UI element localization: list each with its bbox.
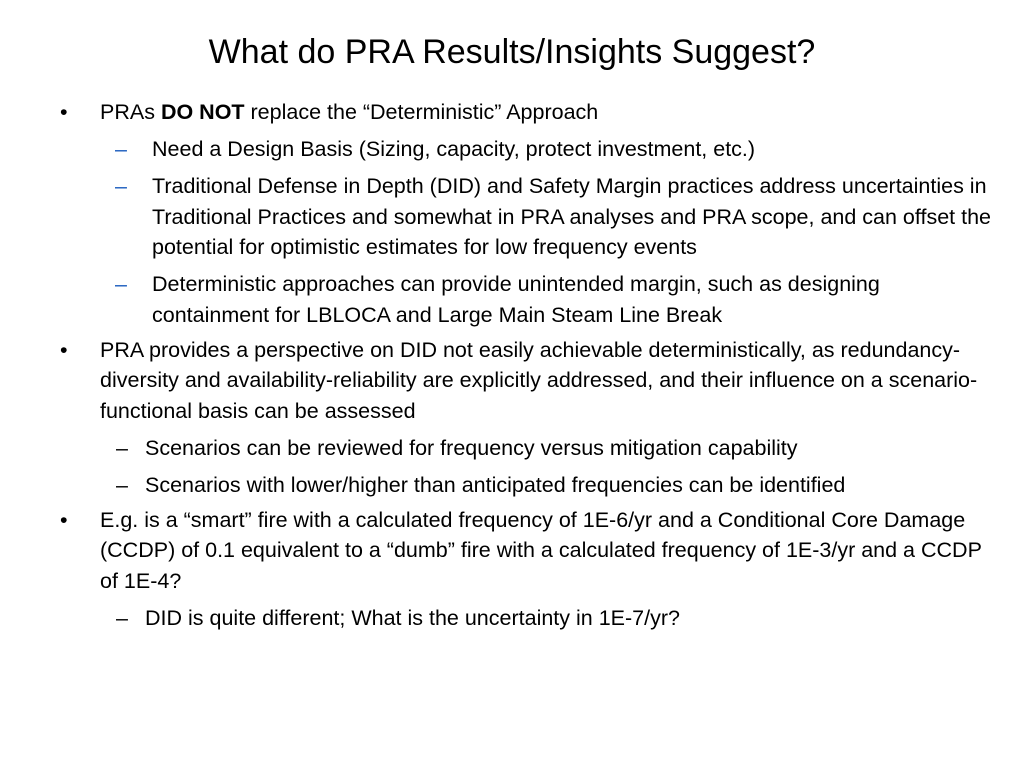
dash-marker: – bbox=[115, 272, 127, 296]
bullet-item bbox=[56, 97, 996, 128]
slide-title: What do PRA Results/Insights Suggest? bbox=[208, 33, 816, 71]
bullet-item bbox=[56, 505, 996, 597]
sub-bullet-text: Scenarios can be reviewed for frequency versus mitigation capability bbox=[145, 435, 798, 460]
sub-bullet-text: Traditional Defense in Depth (DID) and Safety Margin practices address uncertainties in Traditional Practices and somewhat in PRA analyses and PRA scope, and can offset the potential for optimistic estimates for low frequency events bbox=[152, 174, 991, 259]
sub-bullet-item bbox=[56, 470, 996, 501]
sub-bullet-text: DID is quite different; What is the uncertainty in 1E-7/yr? bbox=[145, 605, 680, 630]
sub-bullet-text: Need a Design Basis (Sizing, capacity, protect investment, etc.) bbox=[152, 137, 756, 161]
dash-marker: – bbox=[115, 174, 127, 198]
sub-bullet-text: Deterministic approaches can provide unintended margin, such as designing containment for LBLOCA and Large Main Steam Line Break bbox=[152, 272, 880, 327]
slide-body bbox=[56, 97, 996, 633]
dash-marker: – bbox=[116, 605, 128, 630]
bullet-text-prefix: PRAs bbox=[100, 100, 161, 124]
bullet-item bbox=[56, 335, 996, 427]
bullet-marker: • bbox=[60, 100, 68, 124]
sub-bullet-item bbox=[56, 134, 996, 165]
bullet-text-emphasis: DO NOT bbox=[160, 100, 245, 124]
sub-bullet-item bbox=[56, 603, 996, 634]
dash-marker: – bbox=[116, 435, 128, 460]
sub-bullet-item bbox=[56, 269, 996, 330]
dash-marker: – bbox=[116, 472, 128, 497]
sub-bullet-text: Scenarios with lower/higher than anticipated frequencies can be identified bbox=[145, 472, 846, 497]
sub-bullet-item bbox=[56, 171, 996, 263]
bullet-marker: • bbox=[60, 507, 68, 532]
bullet-text: PRA provides a perspective on DID not easily achievable deterministically, as redundancy-diversity and availability-reliability are explicitly addressed, and their influence on a scenario-functional basis can be assessed bbox=[100, 337, 978, 423]
bullet-text bbox=[100, 100, 598, 124]
bullet-text-suffix: replace the “Deterministic” Approach bbox=[244, 100, 599, 124]
bullet-text: E.g. is a “smart” fire with a calculated frequency of 1E-6/yr and a Conditional Core Damage (CCDP) of 0.1 equivalent to a “dumb” fire with a calculated frequency of 1E-3/yr and a CCDP of 1E-4? bbox=[100, 507, 982, 593]
bullet-marker: • bbox=[60, 337, 68, 362]
sub-bullet-item bbox=[56, 433, 996, 464]
dash-marker: – bbox=[115, 137, 127, 161]
